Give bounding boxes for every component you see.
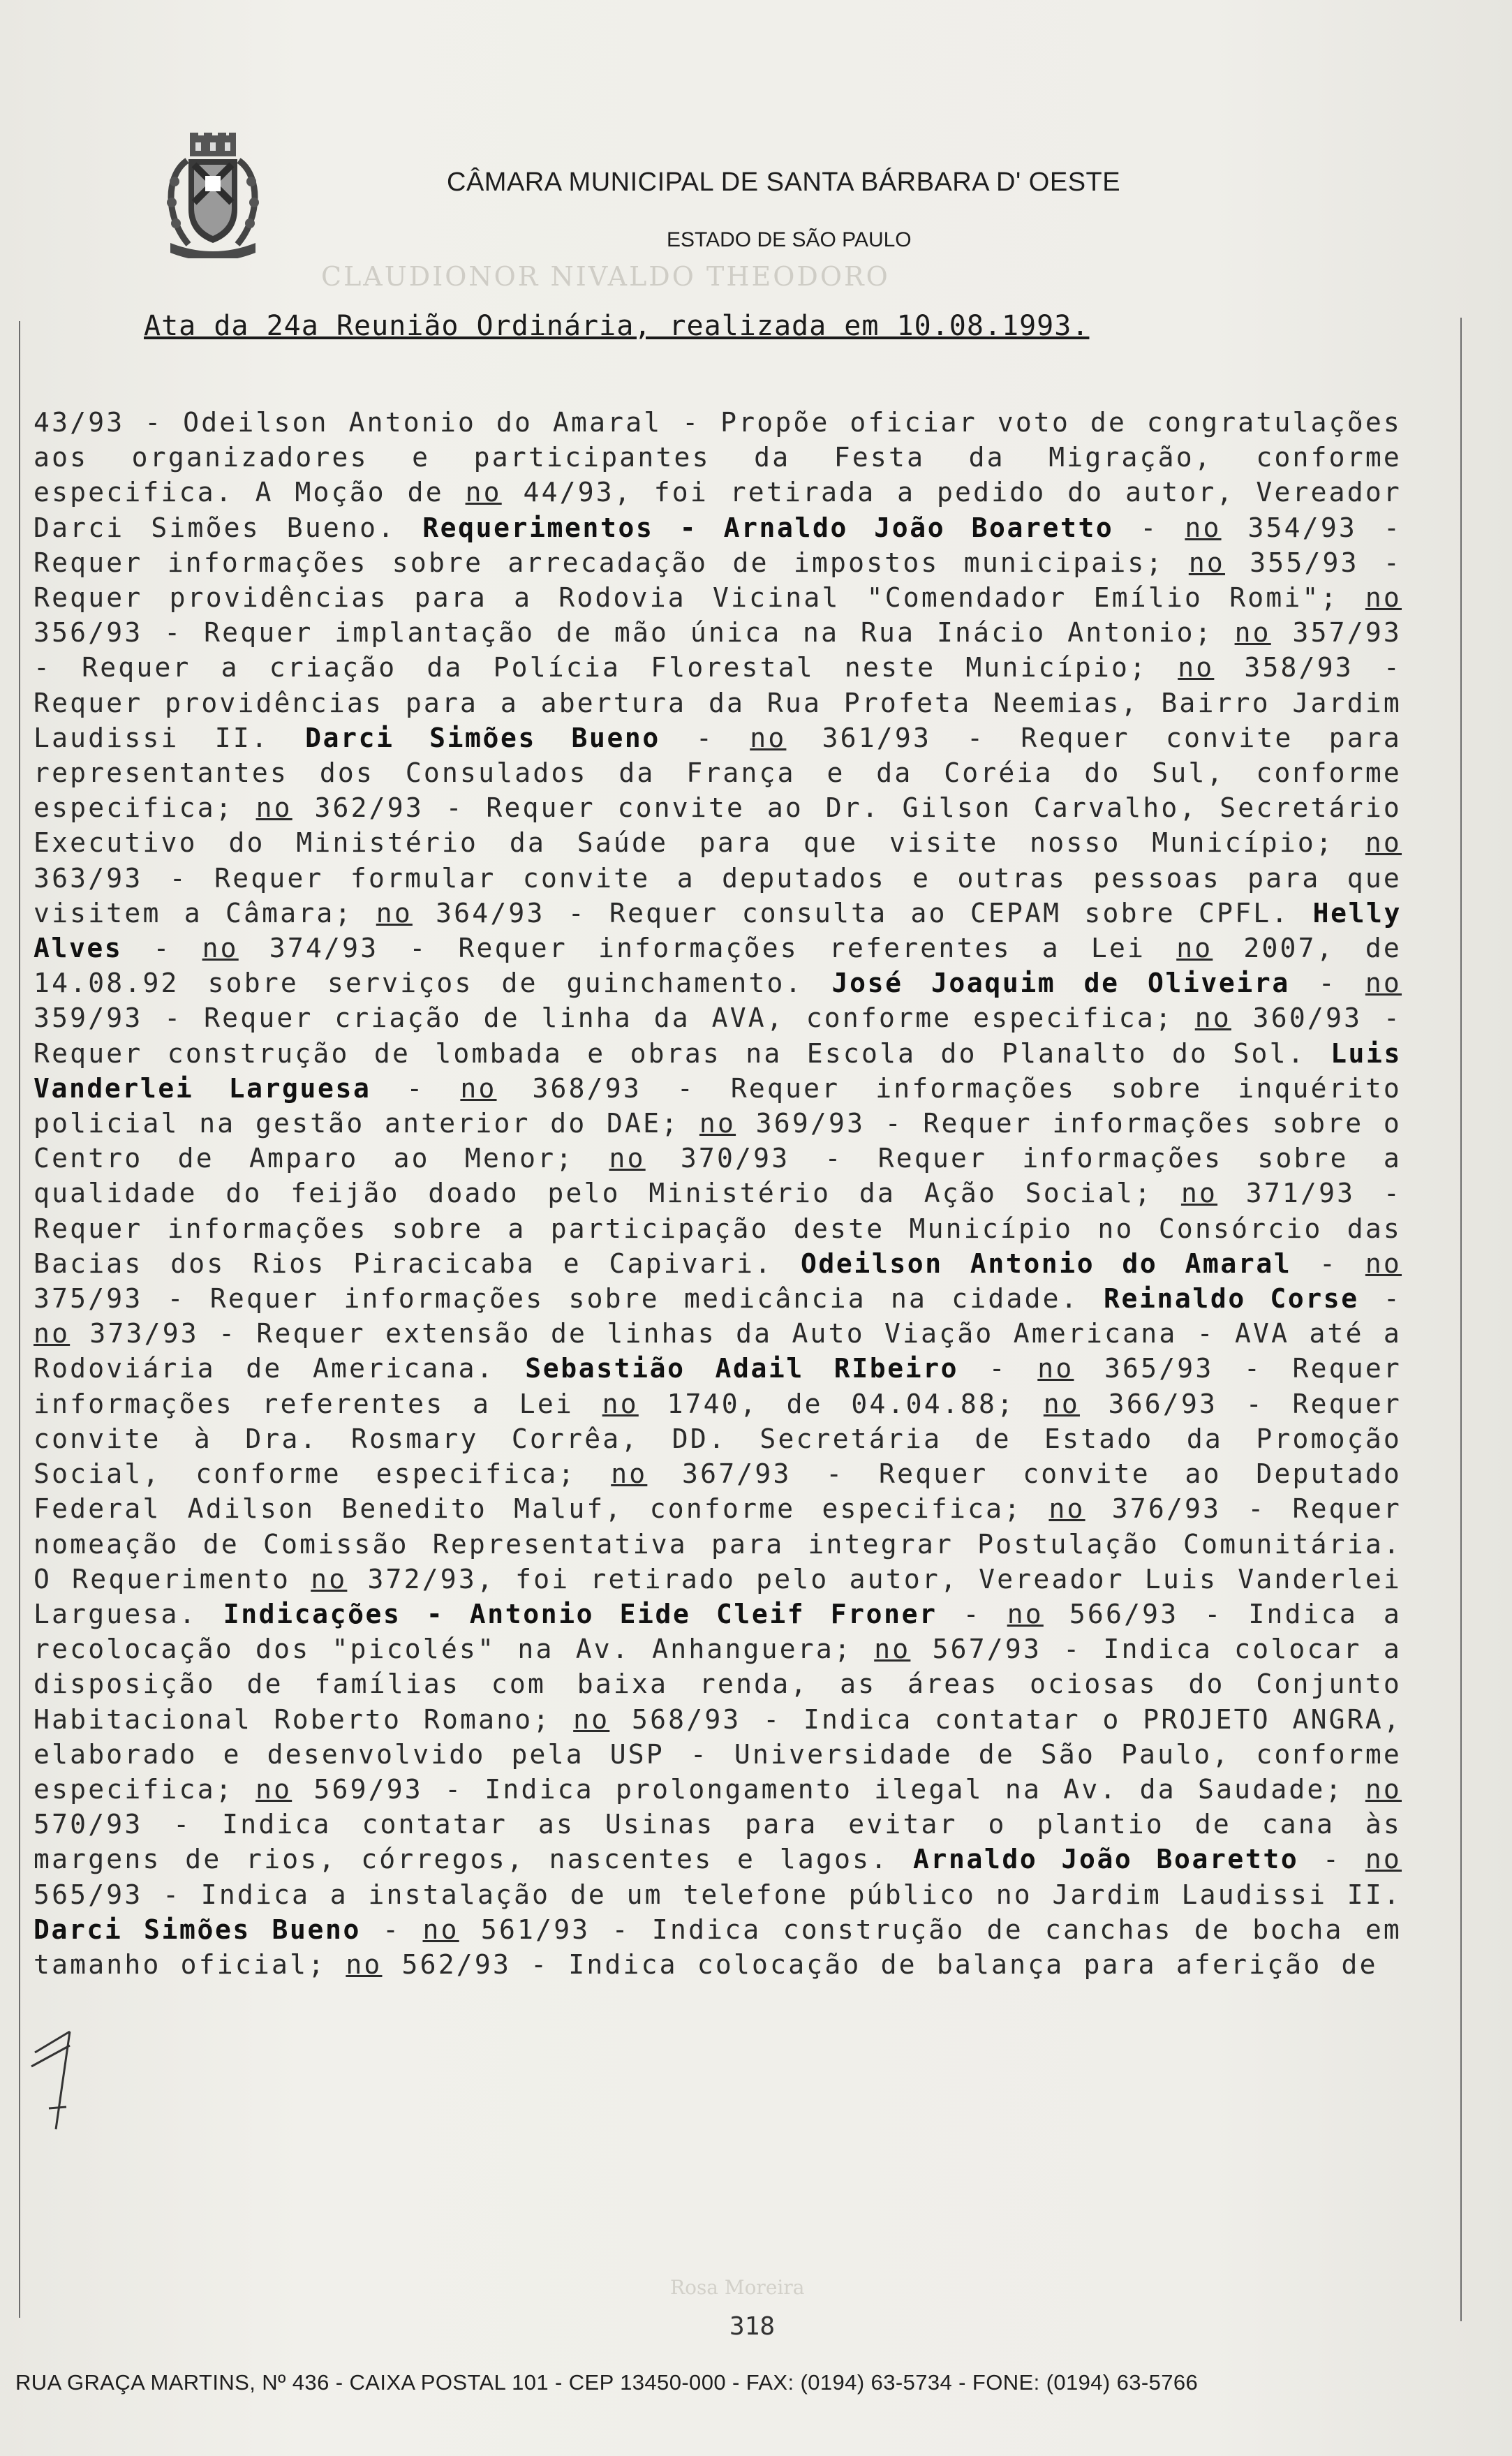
text-segment: 354/93 - Requer informações sobre arrecadação de impostos municipais; <box>34 512 1402 578</box>
text-segment: 569/93 - Indica prolongamento ilegal na Av. da Saudade; <box>292 1773 1365 1805</box>
number-abbrev: no <box>1176 933 1213 964</box>
text-segment: 562/93 - Indica colocação de balança para aferição de <box>382 1948 1378 1980</box>
text-segment: 368/93 - Requer informações sobre inquérito policial na gestão anterior do DAE; <box>34 1072 1402 1139</box>
page-number: 318 <box>729 2312 776 2341</box>
councilor-name: Requerimentos - Arnaldo João Boaretto <box>422 512 1114 543</box>
number-abbrev: no <box>255 1773 292 1805</box>
coat-of-arms-icon <box>161 133 265 258</box>
text-segment: 566/93 - Indica a recolocação dos "picolés" na Av. Anhanguera; <box>34 1598 1402 1665</box>
number-abbrev: no <box>255 792 292 824</box>
text-segment: - <box>1298 1844 1365 1875</box>
councilor-name: Reinaldo Corse <box>1103 1283 1359 1315</box>
text-segment: 568/93 - Indica contatar o PROJETO ANGRA, elaborado e desenvolvido pela USP - Universidade de São Paulo, conforme especifica; <box>34 1703 1402 1805</box>
text-segment: - <box>1291 1248 1365 1279</box>
text-segment: 43/93 - Odeilson Antonio do Amaral - Propõe oficiar voto de congratulações aos organizadores e participantes da Festa da Migração, conforme especifica. A Moção de <box>34 407 1402 508</box>
text-segment: 373/93 - Requer extensão de linhas da Auto Viação Americana - AVA até a Rodoviária de Americana. <box>34 1318 1402 1384</box>
number-abbrev: no <box>1365 1844 1402 1875</box>
text-segment: - <box>1289 968 1365 999</box>
text-segment: 365/93 - Requer informações referentes a Lei <box>34 1353 1402 1419</box>
text-segment: 362/93 - Requer convite ao Dr. Gilson Carvalho, Secretário Executivo do Ministério da Saúde para que visite nosso Município; <box>34 792 1402 859</box>
text-segment: - <box>1358 1283 1402 1315</box>
right-margin-line <box>1460 318 1462 2321</box>
number-abbrev: no <box>346 1948 383 1980</box>
state-name: ESTADO DE SÃO PAULO <box>667 228 912 251</box>
institution-name: CÂMARA MUNICIPAL DE SANTA BÁRBARA D' OESTE <box>447 168 1121 197</box>
number-abbrev: no <box>874 1634 911 1665</box>
text-segment: 360/93 - Requer construção de lombada e obras na Escola do Planalto do Sol. <box>34 1003 1402 1069</box>
text-segment: 364/93 - Requer consulta ao CEPAM sobre CPFL. <box>412 897 1313 929</box>
councilor-name: Arnaldo João Boaretto <box>913 1844 1299 1875</box>
text-segment: - <box>122 933 202 964</box>
councilor-name: Luis Vanderlei Larguesa <box>34 1037 1402 1104</box>
text-segment: - <box>660 722 750 753</box>
number-abbrev: no <box>1194 1003 1231 1034</box>
margin-mark-icon <box>28 2025 98 2136</box>
number-abbrev: no <box>699 1108 736 1139</box>
text-segment: 372/93, foi retirado pelo autor, Vereador Luis Vanderlei Larguesa. <box>34 1563 1402 1629</box>
text-segment: 359/93 - Requer criação de linha da AVA, conforme especifica; <box>34 1003 1195 1034</box>
number-abbrev: no <box>311 1563 348 1595</box>
bleed-through-text: CLAUDIONOR NIVALDO THEODORO <box>321 261 890 292</box>
councilor-name: Helly Alves <box>34 897 1402 964</box>
number-abbrev: no <box>1178 652 1215 683</box>
number-abbrev: no <box>1365 968 1402 999</box>
text-segment: - <box>1113 512 1185 543</box>
text-segment: 355/93 - Requer providências para a Rodovia Vicinal "Comendador Emílio Romi"; <box>34 547 1402 614</box>
minutes-title: Ata da 24a Reunião Ordinária, realizada em 10.08.1993. <box>144 310 1090 342</box>
bleed-through-signature: Rosa Moreira <box>670 2276 805 2299</box>
text-segment: 369/93 - Requer informações sobre o Centro de Amparo ao Menor; <box>34 1108 1402 1174</box>
number-abbrev: no <box>573 1703 610 1735</box>
text-segment: - <box>371 1072 461 1104</box>
number-abbrev: no <box>460 1072 497 1104</box>
councilor-name: José Joaquim de Oliveira <box>831 968 1290 999</box>
text-segment: 366/93 - Requer convite à Dra. Rosmary Corrêa, DD. Secretária de Estado da Promoção Social, conforme especifica; <box>34 1388 1402 1490</box>
text-segment: 371/93 - Requer informações sobre a participação deste Município no Consórcio das Bacias dos Rios Piracicaba e Capivari. <box>34 1178 1402 1279</box>
councilor-name: Odeilson Antonio do Amaral <box>800 1248 1292 1279</box>
text-segment: 367/93 - Requer convite ao Deputado Federal Adilson Benedito Maluf, conforme especifica; <box>34 1458 1402 1525</box>
text-segment: 1740, de 04.04.88; <box>638 1388 1044 1419</box>
text-segment: 357/93 - Requer a criação da Polícia Florestal neste Município; <box>34 617 1402 683</box>
councilor-name: Indicações - Antonio Eide Cleif Froner <box>223 1598 937 1629</box>
text-segment: - <box>360 1914 423 1945</box>
number-abbrev: no <box>1180 1178 1218 1209</box>
text-segment: - <box>937 1598 1007 1629</box>
text-segment: 561/93 - Indica construção de canchas de bocha em tamanho oficial; <box>34 1914 1402 1980</box>
minutes-body-text <box>34 405 1402 2248</box>
number-abbrev: no <box>1188 547 1225 578</box>
councilor-name: Sebastião Adail RIbeiro <box>525 1353 959 1384</box>
number-abbrev: no <box>609 1143 646 1174</box>
text-segment: 567/93 - Indica colocar a disposição de famílias com baixa renda, as áreas ociosas do Conjunto Habitacional Roberto Romano; <box>34 1634 1402 1735</box>
text-segment: 363/93 - Requer formular convite a deputados e outras pessoas para que visitem a Câmara; <box>34 862 1402 929</box>
text-segment: 361/93 - Requer convite para representantes dos Consulados da França e da Coréia do Sul, conforme especifica; <box>34 722 1402 824</box>
text-segment: 370/93 - Requer informações sobre a qualidade do feijão doado pelo Ministério da Ação Social; <box>34 1143 1402 1209</box>
number-abbrev: no <box>1365 827 1402 859</box>
footer-address: RUA GRAÇA MARTINS, Nº 436 - CAIXA POSTAL 101 - CEP 13450-000 - FAX: (0194) 63-5734 - FONE: (0194) 63-5766 <box>15 2370 1199 2395</box>
number-abbrev: no <box>1007 1598 1044 1629</box>
text-segment: - <box>958 1353 1038 1384</box>
number-abbrev: no <box>1185 512 1222 543</box>
text-segment: 358/93 - Requer providências para a abertura da Rua Profeta Neemias, Bairro Jardim Laudissi II. <box>34 652 1402 753</box>
text-segment: 356/93 - Requer implantação de mão única na Rua Inácio Antonio; <box>34 617 1235 649</box>
number-abbrev: no <box>611 1458 648 1490</box>
number-abbrev: no <box>1037 1353 1074 1384</box>
number-abbrev: no <box>1365 1773 1402 1805</box>
councilor-name: Darci Simões Bueno <box>305 722 660 753</box>
text-segment: 2007, de 14.08.92 sobre serviços de guinchamento. <box>34 933 1402 999</box>
number-abbrev: no <box>465 477 502 508</box>
number-abbrev: no <box>1365 1248 1402 1279</box>
number-abbrev: no <box>1365 582 1402 614</box>
number-abbrev: no <box>1234 617 1271 649</box>
councilor-name: Darci Simões Bueno <box>34 1914 361 1945</box>
text-segment: 570/93 - Indica contatar as Usinas para evitar o plantio de cana às margens de rios, córregos, nascentes e lagos. <box>34 1809 1402 1875</box>
number-abbrev: no <box>202 933 239 964</box>
text-segment: 565/93 - Indica a instalação de um telefone público no Jardim Laudissi II. <box>34 1879 1402 1910</box>
text-segment: 376/93 - Requer nomeação de Comissão Representativa para integrar Postulação Comunitária. O Requerimento <box>34 1493 1402 1595</box>
number-abbrev: no <box>422 1914 459 1945</box>
text-segment: 375/93 - Requer informações sobre medicância na cidade. <box>34 1283 1104 1315</box>
number-abbrev: no <box>1043 1388 1080 1419</box>
number-abbrev: no <box>34 1318 71 1349</box>
left-margin-line <box>19 321 20 2318</box>
text-segment: 44/93, foi retirada a pedido do autor, Vereador Darci Simões Bueno. <box>34 477 1402 543</box>
number-abbrev: no <box>602 1388 639 1419</box>
number-abbrev: no <box>376 897 413 929</box>
number-abbrev: no <box>750 722 787 753</box>
text-segment: 374/93 - Requer informações referentes a Lei <box>238 933 1177 964</box>
number-abbrev: no <box>1048 1493 1085 1525</box>
